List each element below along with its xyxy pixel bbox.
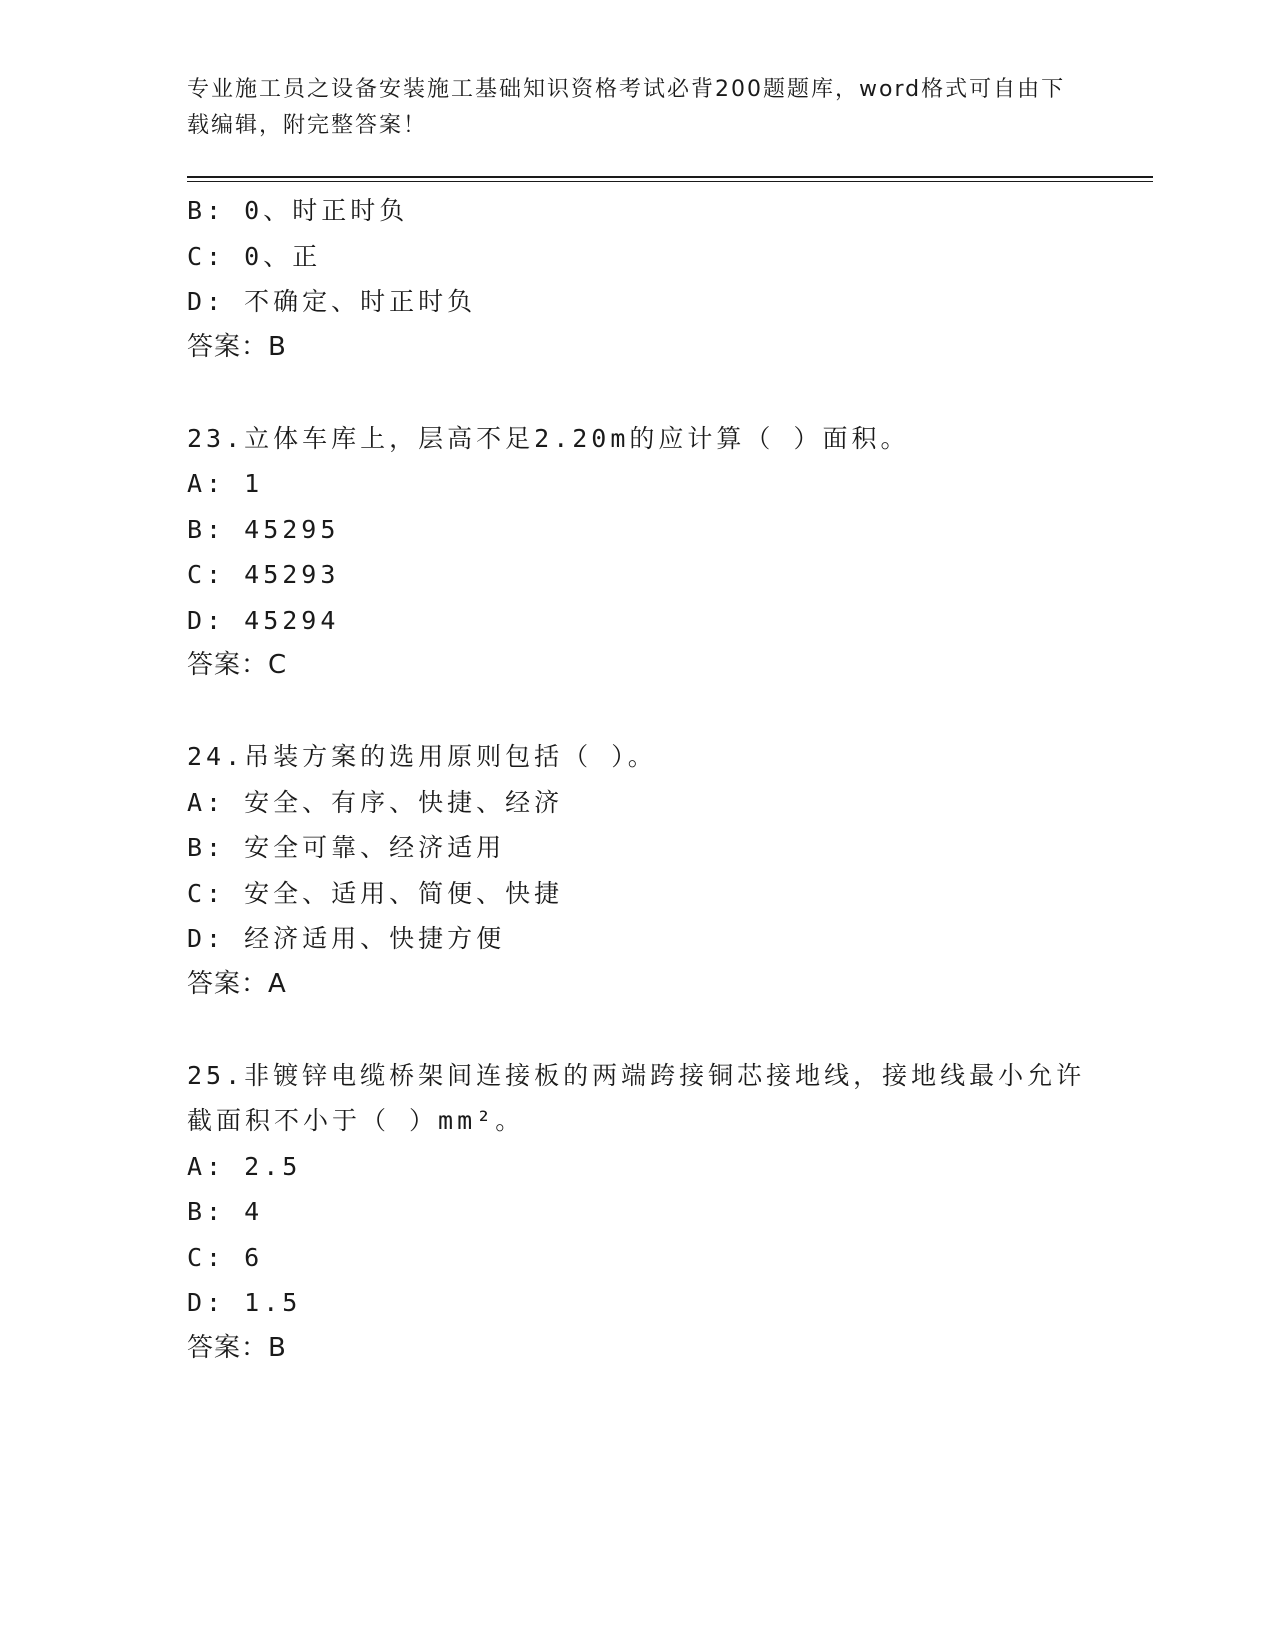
option-c: C: 6 — [187, 1242, 264, 1272]
option-d: D: 45294 — [187, 605, 340, 635]
option-b: B: 安全可靠、经济适用 — [187, 833, 506, 862]
option-a: A: 安全、有序、快捷、经济 — [187, 787, 564, 817]
option-d: D: 1.5 — [187, 1288, 302, 1317]
question-content — [187, 188, 1087, 1371]
option-d: D: 经济适用、快捷方便 — [187, 924, 506, 953]
option-d: D: 不确定、时正时负 — [187, 287, 477, 316]
header-divider-thick — [187, 176, 1153, 178]
answer-line: 答案：C — [187, 650, 288, 680]
question-22-continued — [187, 188, 1087, 370]
question-stem: 23.立体车库上，层高不足2.20m的应计算（ ）面积。 — [187, 423, 910, 453]
question-24 — [187, 734, 1087, 1007]
option-a: A: 2.5 — [187, 1151, 302, 1181]
question-stem-line-2: 截面积不小于（ ）mm²。 — [187, 1106, 525, 1135]
question-stem: 24.吊装方案的选用原则包括（ ）。 — [187, 742, 657, 771]
answer-line: 答案：B — [187, 331, 287, 362]
option-b: B: 45295 — [187, 514, 340, 544]
option-c: C: 45293 — [187, 560, 340, 589]
question-stem-line-1: 25.非镀锌电缆桥架间连接板的两端跨接铜芯接地线，接地线最小允许 — [187, 1060, 1086, 1090]
header-divider-thin — [187, 181, 1153, 182]
question-23 — [187, 416, 1087, 689]
question-25 — [187, 1053, 1087, 1372]
option-b: B: 0、时正时负 — [187, 196, 409, 225]
answer-line: 答案：B — [187, 1332, 287, 1363]
answer-line: 答案：A — [187, 968, 287, 999]
option-a: A: 1 — [187, 469, 264, 498]
option-c: C: 安全、适用、简便、快捷 — [187, 878, 564, 908]
document-title: 专业施工员之设备安装施工基础知识资格考试必背200题题库，word格式可自由下载编辑，附完整答案！ — [187, 77, 1066, 138]
option-b: B: 4 — [187, 1197, 264, 1226]
option-c: C: 0、正 — [187, 241, 322, 271]
